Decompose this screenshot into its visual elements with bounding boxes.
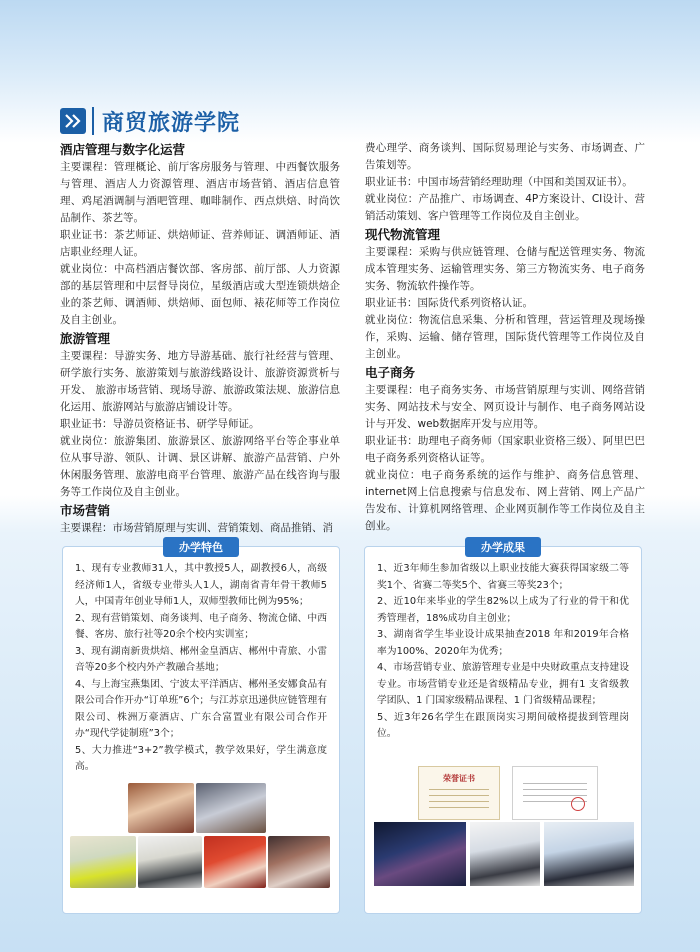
major-paragraph: 就业岗位：电子商务系统的运作与维护、商务信息管理、internet网上信息搜索与信息发布、网上营销、网上产品广告发布、计算机网络管理、企业网页制作等工作岗位及自主创业。	[365, 469, 645, 532]
award-certificate-image	[512, 766, 598, 820]
major-paragraph: 主要课程：电子商务实务、市场营销原理与实训、网络营销实务、网站技术与安全、网页设计与制作、电子商务网站设计与开发、web数据库开发与应用等。	[365, 384, 645, 430]
section-header	[60, 104, 240, 138]
list-item: 3、湖南省学生毕业设计成果抽查2018 年和2019年合格率为100%、2020年为优秀；	[377, 629, 629, 657]
major-paragraph: 职业证书：导游员资格证书、研学导师证。	[60, 418, 260, 430]
meeting-photo	[470, 822, 540, 886]
stage-performance-photo	[204, 836, 266, 888]
header-divider	[92, 107, 94, 135]
double-chevron-right-icon	[60, 108, 86, 134]
major-paragraph: 主要课程：市场营销原理与实训、营销策划、商品推销、消	[60, 522, 333, 534]
major-paragraph: 费心理学、商务谈判、国际贸易理论与实务、市场调查、广告策划等。	[365, 142, 645, 171]
major-paragraph: 主要课程：采购与供应链管理、仓储与配送管理实务、物流成本管理实务、运输管理实务、第三方物流实务、电子商务实务、物流软件操作等。	[365, 246, 645, 292]
list-item: 5、大力推进“3+2”教学模式，教学效果好，学生满意度高。	[75, 744, 327, 772]
major-paragraph: 就业岗位：旅游集团、旅游景区、旅游网络平台等企事业单位从事导游、领队、计调、景区讲解、旅游产品营销、户外休闲服务管理、旅游电商平台管理、旅游产品在线咨询与服务等工作岗位及自主创业。	[60, 435, 340, 498]
major-paragraph: 主要课程：导游实务、地方导游基础、旅行社经营与管理、研学旅行实务、旅游策划与旅游线路设计、旅游资源赏析与开发、 旅游市场营销、现场导游、旅游政策法规、旅游信息化运用、旅游网站与旅游店铺设计等。	[60, 350, 340, 413]
features-list	[75, 561, 327, 776]
features-panel-title: 办学特色	[163, 537, 239, 557]
major-title: 市场营销	[60, 503, 111, 518]
list-item: 5、近3年26名学生在跟顶岗实习期间破格提拔到管理岗位。	[377, 711, 629, 739]
honor-certificate-image	[418, 766, 500, 820]
list-item: 2、现有营销策划、商务谈判、电子商务、物流仓储、中西餐、客房、旅行社等20余个校内实训室；	[75, 612, 327, 640]
training-room-photo	[128, 783, 194, 833]
certificate-title: 荣誉证书	[443, 774, 475, 783]
group-banner-photo	[544, 822, 634, 886]
major-paragraph: 职业证书：国际货代系列资格认证。	[365, 297, 533, 309]
list-item: 1、现有专业教师31人，其中教授5人，副教授6人，高级经济师1人，省级专业带头人1人，湖南省青年骨干教师5人，中国青年创业导师1人，双师型教师比例为95%；	[75, 563, 327, 607]
major-paragraph: 主要课程：管理概论、前厅客房服务与管理、中西餐饮服务与管理、酒店人力资源管理、酒店市场营销、酒店信息管理、鸡尾酒调制与酒吧管理、咖啡制作、西点烘焙、时尚饮品制作、茶艺等。	[60, 161, 340, 224]
major-title: 旅游管理	[60, 331, 111, 346]
major-paragraph: 职业证书：茶艺师证、烘焙师证、营养师证、调酒师证、酒店职业经理人证。	[60, 229, 340, 258]
achievements-panel-title: 办学成果	[465, 537, 541, 557]
page-title: 商贸旅游学院	[102, 110, 241, 136]
major-paragraph: 职业证书：中国市场营销经理助理（中国和美国双证书）。	[365, 176, 633, 188]
major-paragraph: 就业岗位：物流信息采集、分析和管理，营运管理及现场操作，采购、运输、储存管理，国际货代管理等工作岗位及自主创业。	[365, 314, 645, 360]
hotel-training-photo	[138, 836, 202, 888]
major-paragraph: 职业证书：助理电子商务师（国家职业资格三级）、阿里巴巴电子商务系列资格认证等。	[365, 435, 645, 464]
list-item: 1、近3年师生参加省级以上职业技能大赛获得国家级二等奖1个、省赛二等奖5个、省赛三等奖23个；	[377, 563, 629, 591]
major-title: 电子商务	[365, 365, 416, 380]
major-title: 酒店管理与数字化运营	[60, 142, 186, 157]
list-item: 4、市场营销专业、旅游管理专业是中央财政重点支持建设专业。市场营销专业还是省级精品专业，拥有1 支省级教学团队、1 门国家级精品课程、1 门省级精品课程；	[377, 662, 629, 706]
students-group-photo	[70, 836, 136, 888]
major-paragraph: 就业岗位：中高档酒店餐饮部、客房部、前厅部、人力资源部的基层管理和中层督导岗位，星级酒店或大型连锁烘焙企业的茶艺师、调酒师、烘焙师、面包师、裱花师等工作岗位及自主创业。	[60, 263, 340, 326]
list-item: 2、近10年来毕业的学生82%以上成为了行业的骨干和优秀管理者，18%成功自主创业；	[377, 596, 629, 624]
major-paragraph: 就业岗位：产品推广、市场调查、4P方案设计、CI设计、营销活动策划、客户管理等工作岗位及自主创业。	[365, 193, 645, 222]
achievements-list	[377, 561, 629, 743]
list-item: 4、与上海宝燕集团、宁波太平洋酒店、郴州圣安娜食品有限公司合作开办“订单班”6个；与江苏京迅递供应链管理有限公司、株洲万豪酒店、广东合富置业有限公司合作开办“现代学徒制班”3个；	[75, 678, 327, 739]
left-column	[60, 140, 340, 537]
award-ceremony-photo	[268, 836, 330, 888]
seal-icon	[571, 797, 585, 811]
list-item: 3、现有湖南新贵烘焙、郴州金皇酒店、郴州中青旅、小雷音等20多个校内外产教融合基地；	[75, 645, 327, 673]
competition-stage-photo	[374, 822, 466, 886]
major-title: 现代物流管理	[365, 227, 441, 242]
classroom-photo	[196, 783, 266, 833]
right-column	[365, 140, 645, 535]
